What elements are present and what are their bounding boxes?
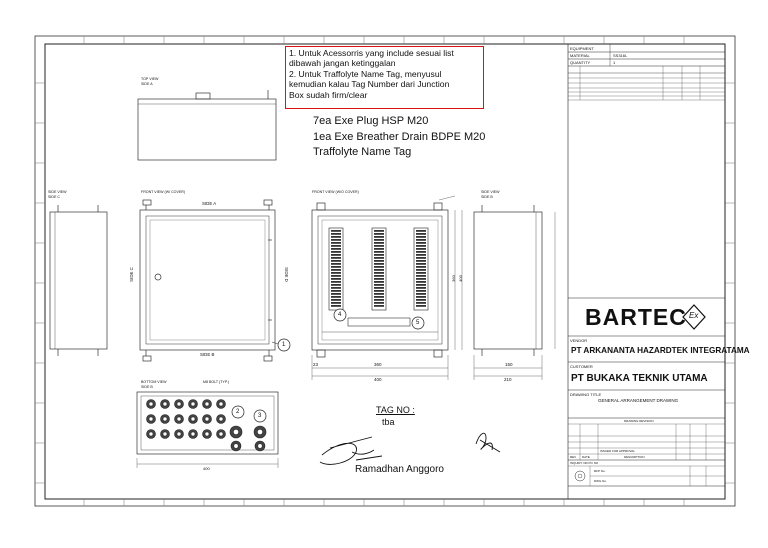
terminal-block	[331, 230, 341, 232]
top-view-label: TOP VIEW	[141, 77, 159, 81]
side-view-right	[474, 205, 542, 356]
dim-23: 23	[313, 362, 319, 367]
side-view-left	[50, 205, 107, 356]
terminal-block	[416, 257, 426, 259]
dim-150: 150	[505, 362, 513, 367]
terminal-block	[416, 299, 426, 301]
vendor-label: VENDOR	[570, 338, 588, 343]
inquiry-label: INQUIRY OR PO NO	[570, 461, 599, 465]
cable-gland-hole	[219, 432, 223, 436]
cable-gland-hole	[257, 429, 262, 434]
side-view-left-label: SIDE VIEW	[48, 190, 67, 194]
cable-gland-hole	[163, 402, 167, 406]
front-cover-label: FRONT VIEW (W/ COVER)	[141, 190, 186, 194]
terminal-block	[331, 245, 341, 247]
terminal-block	[374, 263, 384, 265]
terminal-block	[374, 269, 384, 271]
terminal-block	[374, 236, 384, 238]
cable-gland-hole	[205, 432, 209, 436]
terminal-block	[416, 278, 426, 280]
terminal-block	[416, 266, 426, 268]
brand-logo: BARTEC	[585, 304, 687, 330]
terminal-block	[374, 281, 384, 283]
terminal-block	[374, 260, 384, 262]
terminal-block	[416, 248, 426, 250]
terminal-block	[416, 296, 426, 298]
cable-glands	[147, 400, 267, 452]
dim-height-inner: 360	[450, 275, 456, 282]
cable-gland-hole	[191, 432, 195, 436]
terminal-block	[331, 236, 341, 238]
drawing-title: GENERAL ARRANGEMENT DRAWING	[598, 398, 679, 403]
side-d-label: SIDE D	[283, 267, 289, 282]
terminal-block	[374, 275, 384, 277]
front-no-cover-label: FRONT VIEW (W/O COVER)	[312, 190, 359, 194]
terminal-block	[374, 293, 384, 295]
terminal-block	[374, 287, 384, 289]
top-view	[138, 90, 276, 160]
top-view-side: SIDE A	[141, 82, 153, 86]
customer-name: PT BUKAKA TEKNIK UTAMA	[571, 373, 708, 384]
dwg-label: DWG No.	[594, 479, 607, 483]
terminal-block	[331, 290, 341, 292]
cable-gland-hole	[219, 402, 223, 406]
cable-gland-hole	[149, 417, 153, 421]
notes-box	[285, 46, 484, 109]
title-block-frame	[568, 44, 725, 499]
terminal-block	[374, 257, 384, 259]
cable-gland-hole	[205, 402, 209, 406]
callout-4: 4	[338, 312, 342, 318]
bottom-view-label: BOTTOM VIEW	[141, 380, 167, 384]
cable-gland-hole	[177, 402, 181, 406]
terminal-block	[331, 284, 341, 286]
terminal-block	[416, 281, 426, 283]
terminal-block	[416, 269, 426, 271]
terminal-block	[374, 284, 384, 286]
revision-history: DRAWING REVISION	[624, 419, 654, 423]
terminal-block	[331, 239, 341, 241]
terminal-block	[416, 284, 426, 286]
terminal-block	[331, 233, 341, 235]
terminal-block	[416, 290, 426, 292]
front-cover-side: SIDE A	[202, 201, 217, 206]
terminal-block	[374, 266, 384, 268]
cable-gland-hole	[258, 444, 263, 449]
signer-name: Ramadhan Anggoro	[355, 464, 444, 475]
terminal-block	[416, 239, 426, 241]
terminal-block	[374, 251, 384, 253]
dim-210: 210	[504, 377, 512, 382]
date-header: DATE	[582, 455, 590, 459]
projection-symbol	[575, 471, 585, 481]
terminal-block	[331, 260, 341, 262]
callout-2: 2	[236, 409, 240, 415]
dim-360: 360	[374, 362, 382, 367]
side-view-left-sub: SIDE C	[48, 195, 60, 199]
dim-400: 400	[374, 377, 382, 382]
callout-1: 1	[282, 342, 286, 348]
accessories-list	[313, 114, 485, 161]
front-view-cover	[140, 200, 275, 361]
side-b-label: SIDE B	[200, 352, 215, 357]
cable-gland-hole	[233, 429, 238, 434]
terminal-block	[416, 272, 426, 274]
terminal-block	[416, 236, 426, 238]
terminal-block	[416, 305, 426, 307]
terminal-block	[331, 263, 341, 265]
terminal-block	[374, 278, 384, 280]
note-line: 2. Untuk Traffolyte Name Tag, menyusul	[289, 68, 442, 79]
terminal-block	[331, 278, 341, 280]
bottom-view-sub: SIDE B	[141, 385, 153, 389]
terminal-block	[416, 260, 426, 262]
terminal-block	[374, 242, 384, 244]
terminal-block	[374, 305, 384, 307]
note-line: 1. Untuk Acessorris yang include sesuai list	[289, 48, 454, 58]
dim-height-outer: 400	[457, 275, 463, 282]
callout-3: 3	[258, 413, 262, 419]
cable-gland-hole	[163, 417, 167, 421]
accessory-item: 1ea Exe Breather Drain BDPE M20	[313, 130, 486, 143]
terminal-block	[331, 257, 341, 259]
cable-gland-hole	[191, 402, 195, 406]
rfp-label: RFP No.	[594, 469, 606, 473]
issued-text: ISSUED FOR APPROVAL	[600, 449, 635, 453]
ex-mark: Ex	[689, 311, 699, 320]
terminal-block	[331, 299, 341, 301]
rev-header: REV	[570, 455, 577, 459]
terminal-block	[374, 299, 384, 301]
cable-gland-hole	[219, 417, 223, 421]
terminal-block	[331, 293, 341, 295]
terminal-block	[331, 275, 341, 277]
cable-gland-hole	[163, 432, 167, 436]
terminal-block	[331, 302, 341, 304]
terminal-block	[416, 251, 426, 253]
terminal-block	[416, 293, 426, 295]
terminal-block	[416, 302, 426, 304]
note-line: kemudian kalau Tag Number dari Junction	[289, 79, 450, 90]
terminal-block	[416, 287, 426, 289]
terminal-block	[331, 248, 341, 250]
terminal-block	[374, 239, 384, 241]
tag-label: TAG NO :	[376, 405, 415, 415]
terminal-block	[416, 275, 426, 277]
cable-gland-hole	[191, 417, 195, 421]
accessory-item: 7ea Exe Plug HSP M20	[313, 115, 429, 127]
terminal-block	[331, 287, 341, 289]
terminal-block	[331, 269, 341, 271]
side-c-label: SIDE C	[128, 267, 134, 282]
vendor-name: PT ARKANANTA HAZARDTEK INTEGRATAMA	[571, 346, 750, 355]
side-view-right-sub: SIDE B	[481, 195, 493, 199]
terminal-block	[374, 248, 384, 250]
cable-gland-hole	[205, 417, 209, 421]
terminal-block	[331, 254, 341, 256]
terminal-block	[416, 233, 426, 235]
terminal-block	[331, 242, 341, 244]
tag-value: tba	[382, 417, 395, 427]
terminal-block	[416, 245, 426, 247]
terminal-block	[331, 305, 341, 307]
terminal-block	[374, 302, 384, 304]
note-line: Box sudah firm/clear	[289, 89, 368, 100]
material-label: MATERIAL	[570, 53, 590, 58]
terminal-block	[374, 296, 384, 298]
terminal-block	[374, 230, 384, 232]
quantity-value: 1	[613, 60, 616, 65]
cable-gland-hole	[177, 417, 181, 421]
drawing-title-label: DRAWING TITLE	[570, 392, 602, 397]
cable-gland-hole	[149, 432, 153, 436]
terminal-block	[374, 233, 384, 235]
terminal-block	[374, 290, 384, 292]
terminal-block	[331, 296, 341, 298]
terminal-block	[416, 254, 426, 256]
callout-5: 5	[416, 320, 420, 326]
terminal-block	[416, 263, 426, 265]
note-line: dibawah jangan ketinggalan	[289, 58, 396, 69]
customer-label: CUSTOMER	[570, 364, 593, 369]
terminal-block	[331, 272, 341, 274]
description-header: DESCRIPTION	[624, 455, 645, 459]
terminal-block	[374, 245, 384, 247]
cable-gland-hole	[149, 402, 153, 406]
terminal-block	[331, 281, 341, 283]
cable-gland-hole	[177, 432, 181, 436]
side-view-right-label: SIDE VIEW	[481, 190, 500, 194]
terminal-block	[416, 242, 426, 244]
cable-gland-hole	[234, 444, 239, 449]
material-value: SS316L	[613, 53, 628, 58]
terminal-block	[331, 251, 341, 253]
quantity-label: QUANTITY	[570, 60, 591, 65]
dim-bottom-width: 400	[203, 466, 210, 471]
terminal-block	[331, 266, 341, 268]
equipment-label: EQUIPMENT	[570, 46, 594, 51]
terminal-block	[416, 230, 426, 232]
terminal-block	[374, 254, 384, 256]
bolt-label: M8 BOLT (TYP.)	[203, 380, 229, 384]
signature-drawing	[320, 433, 500, 464]
accessory-item: Traffolyte Name Tag	[313, 146, 412, 158]
terminal-block	[374, 272, 384, 274]
